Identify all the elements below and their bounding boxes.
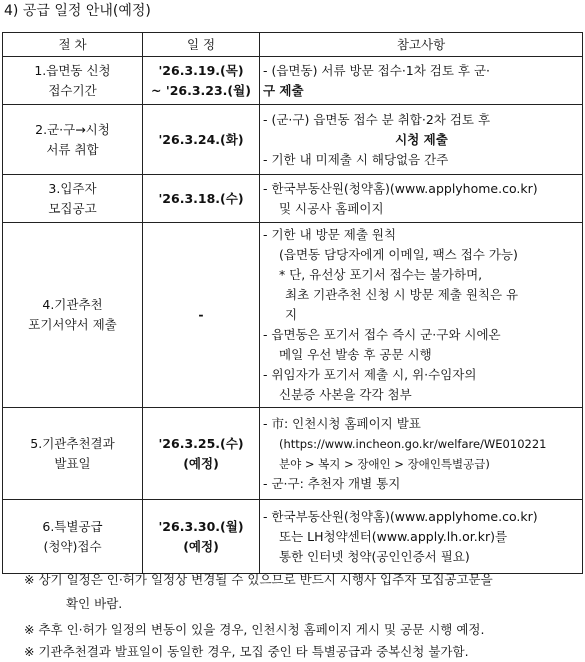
step-text: 2.군·구→시청 (35, 121, 110, 137)
step-cell (3, 105, 143, 175)
date-cell (143, 500, 260, 574)
note-line: - 읍면동은 포기서 접수 즉시 군·구와 시에온 (263, 327, 501, 342)
column-header-notes: 참고사항 (260, 33, 583, 57)
step-text: 접수기간 (48, 82, 97, 98)
date-text: - (198, 307, 204, 322)
table-row (3, 408, 583, 500)
note-line: 메일 우선 발송 후 공문 시행 (279, 347, 432, 362)
date-text: '26.3.24.(화) (158, 131, 244, 147)
table-header-row (3, 33, 583, 57)
note-line: 또는 LH청약센터(www.apply.lh.or.kr)를 (279, 528, 508, 544)
footnote: ※ 상기 일정은 인·허가 일정상 변경될 수 있으므로 반드시 시행사 입주자 모집공고문을 (24, 572, 493, 587)
date-text: '26.3.18.(수) (158, 190, 244, 206)
notes-cell (260, 105, 583, 175)
date-cell (143, 105, 260, 175)
footnote: ※ 기관추천결과 발표일이 동일한 경우, 모집 중인 타 특별공급과 중복신청 불가함. (24, 644, 469, 659)
note-line: - 기한 내 방문 제출 원칙 (263, 227, 397, 242)
table-row (3, 500, 583, 574)
table-row (3, 223, 583, 408)
note-line: - 한국부동산원(청약홈)(www.applyhome.co.kr) (263, 508, 538, 524)
note-line: - (군·구) 읍면동 접수 분 취합·2차 검토 후 (263, 111, 491, 127)
note-line: - 위임자가 포기서 제출 시, 위·수임자의 (263, 367, 477, 382)
step-text: 발표일 (54, 455, 91, 471)
schedule-table (2, 32, 583, 574)
date-cell (143, 175, 260, 223)
note-line: 및 시공사 홈페이지 (279, 200, 384, 216)
step-cell (3, 500, 143, 574)
step-cell (3, 408, 143, 500)
notes-cell (260, 408, 583, 500)
table-row (3, 105, 583, 175)
note-line: 시청 제출 (395, 131, 448, 147)
notes-cell (260, 223, 583, 408)
note-line: - 한국부동산원(청약홈)(www.applyhome.co.kr) (263, 180, 538, 196)
notes-cell (260, 500, 583, 574)
date-cell (143, 57, 260, 105)
note-line: 신분증 사본을 각각 첨부 (279, 387, 412, 402)
step-text: 포기서약서 제출 (28, 317, 117, 332)
step-text: 4.기관추천 (42, 297, 103, 312)
table-row (3, 57, 583, 105)
step-text: 1.읍면동 신청 (34, 62, 111, 78)
note-line: 지 (285, 307, 298, 322)
date-text: (예정) (183, 538, 219, 554)
date-text: (예정) (183, 455, 219, 471)
step-text: 3.입주자 (48, 180, 97, 196)
note-line: - 市: 인천시청 홈페이지 발표 (263, 415, 421, 431)
table-row (3, 175, 583, 223)
date-text: ~ '26.3.23.(월) (151, 82, 251, 98)
footnote: 확인 바람. (66, 596, 123, 611)
note-line: * 단, 유선상 포기서 접수는 불가하며, (279, 267, 483, 282)
step-text: 5.기관추천결과 (30, 435, 115, 451)
note-line: - 기한 내 미제출 시 해당없음 간주 (263, 151, 449, 167)
note-line: 분야 > 복지 > 장애인 > 장애인특별공급) (279, 456, 490, 471)
note-line: 구 제출 (263, 82, 304, 98)
step-text: 모집공고 (48, 200, 97, 216)
column-header-step: 절 차 (3, 33, 143, 57)
date-cell (143, 408, 260, 500)
notes-cell (260, 57, 583, 105)
note-line: - 군·구: 추천자 개별 통지 (263, 475, 401, 491)
note-line: 통한 인터넷 청약(공인인증서 필요) (279, 548, 470, 564)
date-text: '26.3.30.(월) (158, 518, 244, 534)
column-header-date: 일 정 (143, 33, 260, 57)
note-line: (읍면동 담당자에게 이메일, 팩스 접수 가능) (279, 247, 518, 262)
step-text: 6.특별공급 (42, 518, 103, 534)
step-cell (3, 57, 143, 105)
step-cell (3, 223, 143, 408)
date-cell (143, 223, 260, 408)
note-line: 최초 기관추천 신청 시 방문 제출 원칙은 유 (285, 287, 519, 302)
date-text: '26.3.25.(수) (158, 435, 244, 451)
section-heading: 4) 공급 일정 안내(예정) (4, 3, 151, 19)
footnote: ※ 추후 인·허가 일정의 변동이 있을 경우, 인천시청 홈페이지 게시 및 공문 시행 예정. (24, 622, 485, 637)
note-line: (https://www.incheon.go.kr/welfare/WE010221 (279, 436, 547, 451)
date-text: '26.3.19.(목) (158, 62, 244, 78)
notes-cell (260, 175, 583, 223)
step-cell (3, 175, 143, 223)
step-text: 서류 취합 (46, 141, 99, 157)
step-text: (청약)접수 (43, 538, 102, 554)
note-line: - (읍면동) 서류 방문 접수·1차 검토 후 군· (263, 62, 491, 78)
